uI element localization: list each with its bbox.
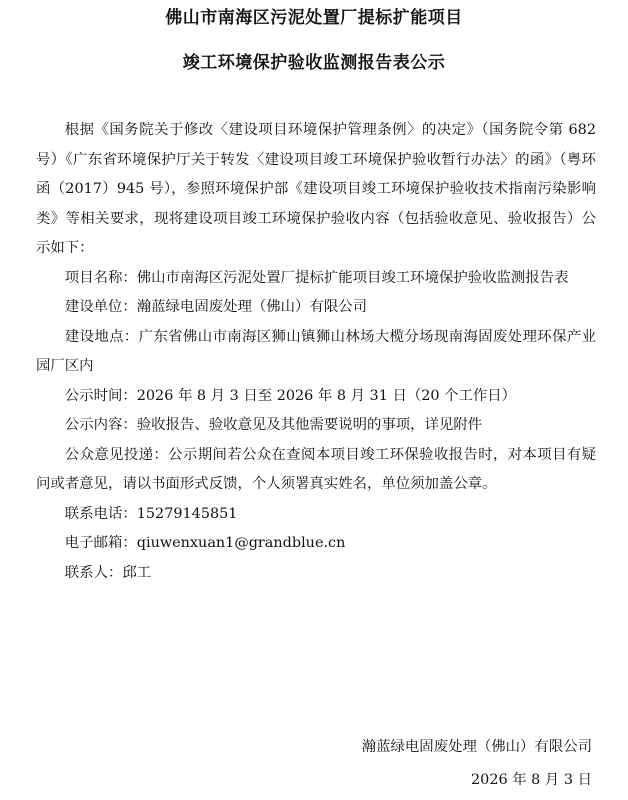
intro-paragraph: 根据《国务院关于修改〈建设项目环境保护管理条例〉的决定》（国务院令第 682 号）《广东省环境保护厅关于转发〈建设项目竣工环境保护验收暂行办法〉的函》（粤环函（2017）945 号），参照环境保护部《建设项目竣工环境保护验收技术指南污染影响类》等相关要求，现将建设项目竣工环境保护验收内容（包括验收意见、验收报告）公示如下： [36, 122, 596, 256]
project-name-line: 项目名称：佛山市南海区污泥处置厂提标扩能项目竣工环境保护验收监测报告表 [64, 269, 569, 286]
contact-line: 联系人：邱工 [64, 564, 152, 581]
signature-company: 瀚蓝绿电固废处理（佛山）有限公司 [361, 739, 592, 755]
content-line: 公示内容：验收报告、验收意见及其他需要说明的事项，详见附件 [64, 417, 483, 433]
location-line: 建设地点：广东省佛山市南海区狮山镇狮山林场大榄分场现南海固废处理环保产业园厂区内 [36, 328, 596, 374]
feedback-line: 公众意见投递：公示期间若公众在查阅本项目竣工环保验收报告时，对本项目有疑问或者意见，请以书面形式反馈，个人须署真实姓名，单位须加盖公章。 [36, 446, 596, 492]
notice-body [36, 116, 596, 588]
document-title-line1: 佛山市南海区污泥处置厂提标扩能项目 [165, 8, 463, 28]
phone-line: 联系电话：15279145851 [64, 505, 238, 522]
period-line: 公示时间：2026 年 8 月 3 日至 2026 年 8 月 31 日（20 个工作日） [64, 387, 517, 404]
email-line: 电子邮箱：qiuwenxuan1@grandblue.cn [64, 535, 346, 551]
builder-line: 建设单位：瀚蓝绿电固废处理（佛山）有限公司 [64, 299, 368, 315]
signature-date: 2026 年 8 月 3 日 [471, 772, 592, 788]
document-title-line2: 竣工环境保护验收监测报告表公示 [182, 53, 446, 73]
